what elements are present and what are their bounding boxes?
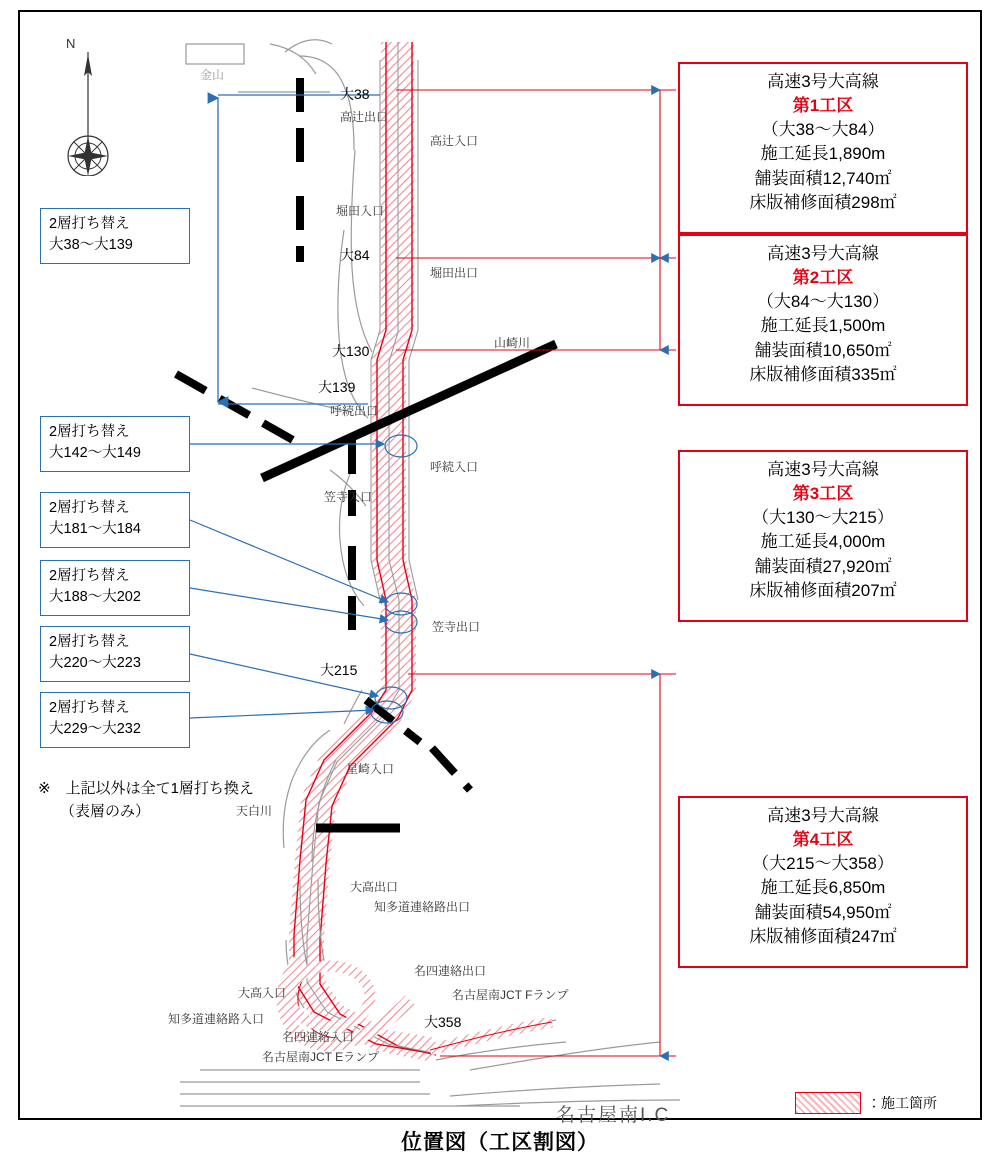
ramp-label-yobitsugi-exit: 呼続出口: [330, 404, 379, 418]
ramp-label-jct-e-ramp: 名古屋南JCT Eランプ: [262, 1050, 380, 1064]
ramp-label-chitaren-exit: 知多道連絡路出口: [374, 900, 471, 914]
station-label-dai358: 大358: [424, 1014, 462, 1030]
ramp-label-takatsuji-exit: 高辻出口: [340, 110, 389, 124]
ramp-label-hoshizaki-entry: 星崎入口: [346, 762, 395, 776]
compass-rose: [40, 36, 136, 176]
zone-2-slab: 床版補修面積335㎡: [749, 364, 897, 384]
zone-box-2: [678, 234, 968, 406]
footnote-line-1: ※ 上記以外は全て1層打ち換え: [38, 780, 254, 797]
zone-1-length: 施工延長1,890m: [760, 144, 886, 164]
ramp-label-meishiren-exit: 名四連絡出口: [414, 964, 487, 978]
zone-1-name: 第1工区: [792, 96, 854, 116]
ramp-label-odaka-entry: 大高入口: [238, 986, 287, 1000]
station-label-dai130: 大130: [332, 343, 370, 359]
callout-3-range: 大181〜大184: [49, 521, 141, 538]
zone-box-3: [678, 450, 968, 622]
callout-6-title: 2層打ち替え: [49, 700, 130, 716]
callout-box-2: [40, 416, 190, 472]
place-label-kanayama: 金山: [200, 68, 225, 82]
callout-box-3: [40, 492, 190, 548]
callout-4-range: 大188〜大202: [49, 589, 141, 606]
callout-2-title: 2層打ち替え: [49, 424, 130, 440]
zone-1-slab: 床版補修面積298㎡: [749, 192, 897, 212]
legend-hatch-swatch: [795, 1092, 861, 1114]
ramp-label-horita-exit: 堀田出口: [430, 266, 479, 280]
ramp-label-jct-f-ramp: 名古屋南JCT Fランプ: [452, 988, 569, 1002]
zone-1-range: （大38〜大84）: [761, 120, 885, 140]
zone-2-name: 第2工区: [792, 268, 854, 288]
callout-1-range: 大38〜大139: [49, 237, 133, 254]
zone-4-slab: 床版補修面積247㎡: [749, 926, 897, 946]
callout-6-range: 大229〜大232: [49, 721, 141, 738]
zone-4-route: 高速3号大高線: [767, 806, 879, 825]
expressway-corridor: [176, 40, 680, 1106]
footnote-line-2: （表層のみ）: [60, 802, 151, 820]
zone-2-range: （大84〜大130）: [756, 292, 890, 312]
ramp-label-takatsuji-entry: 高辻入口: [430, 134, 479, 148]
callout-4-title: 2層打ち替え: [49, 568, 130, 584]
callout-box-4: [40, 560, 190, 616]
zone-3-length: 施工延長4,000m: [760, 532, 886, 552]
zone-1-route: 高速3号大高線: [767, 72, 879, 91]
callout-2-range: 大142〜大149: [49, 445, 141, 462]
zone-2-length: 施工延長1,500m: [760, 316, 886, 336]
callout-5-range: 大220〜大223: [49, 655, 141, 672]
ramp-label-kasadera-exit: 笠寺出口: [432, 620, 481, 634]
place-label-nagoyaminami-ic: 名古屋南I.C: [556, 1105, 671, 1126]
ramp-label-kasadera-entry: 笠寺入口: [324, 490, 373, 504]
station-label-dai215: 大215: [320, 662, 358, 678]
compass-north-label: N: [66, 36, 76, 51]
zone-3-range: （大130〜大215）: [752, 508, 894, 528]
ramp-label-meishiren-entry: 名四連絡入口: [282, 1030, 355, 1044]
callout-1-title: 2層打ち替え: [49, 216, 130, 232]
zone-2-route: 高速3号大高線: [767, 244, 879, 263]
river-label-tenpakugawa: 天白川: [236, 804, 273, 818]
station-label-dai84: 大84: [340, 247, 370, 263]
station-label-dai38: 大38: [340, 86, 370, 102]
ramp-label-horita-entry: 堀田入口: [336, 204, 385, 218]
zone-3-slab: 床版補修面積207㎡: [749, 580, 897, 600]
ramp-label-chitaren-entry: 知多道連絡路入口: [168, 1012, 265, 1026]
zone-1-pavement: 舗装面積12,740㎡: [754, 168, 892, 188]
ramp-label-odaka-exit: 大高出口: [350, 880, 399, 894]
zone-2-pavement: 舗装面積10,650㎡: [754, 340, 892, 360]
callout-box-6: [40, 692, 190, 748]
ramp-label-yobitsugi-entry: 呼続入口: [430, 460, 479, 474]
callout-box-1: [40, 208, 190, 264]
zone-3-route: 高速3号大高線: [767, 460, 879, 479]
footnote: [38, 778, 254, 823]
legend-label: ：施工箇所: [867, 1095, 937, 1111]
zone-4-name: 第4工区: [792, 830, 854, 850]
station-label-dai139: 大139: [318, 379, 356, 395]
zone-box-4: [678, 796, 968, 968]
river-label-yamazakigawa: 山崎川: [494, 336, 531, 350]
callout-box-5: [40, 626, 190, 682]
zone-box-1: [678, 62, 968, 234]
callout-5-title: 2層打ち替え: [49, 634, 130, 650]
callout-3-title: 2層打ち替え: [49, 500, 130, 516]
zone-4-pavement: 舗装面積54,950㎡: [754, 902, 892, 922]
zone-3-name: 第3工区: [792, 484, 854, 504]
figure-caption: 位置図（工区割図）: [401, 1131, 599, 1154]
zone-4-length: 施工延長6,850m: [760, 878, 886, 898]
zone-4-range: （大215〜大358）: [752, 854, 894, 874]
zone-3-pavement: 舗装面積27,920㎡: [754, 556, 892, 576]
legend: [795, 1092, 937, 1114]
